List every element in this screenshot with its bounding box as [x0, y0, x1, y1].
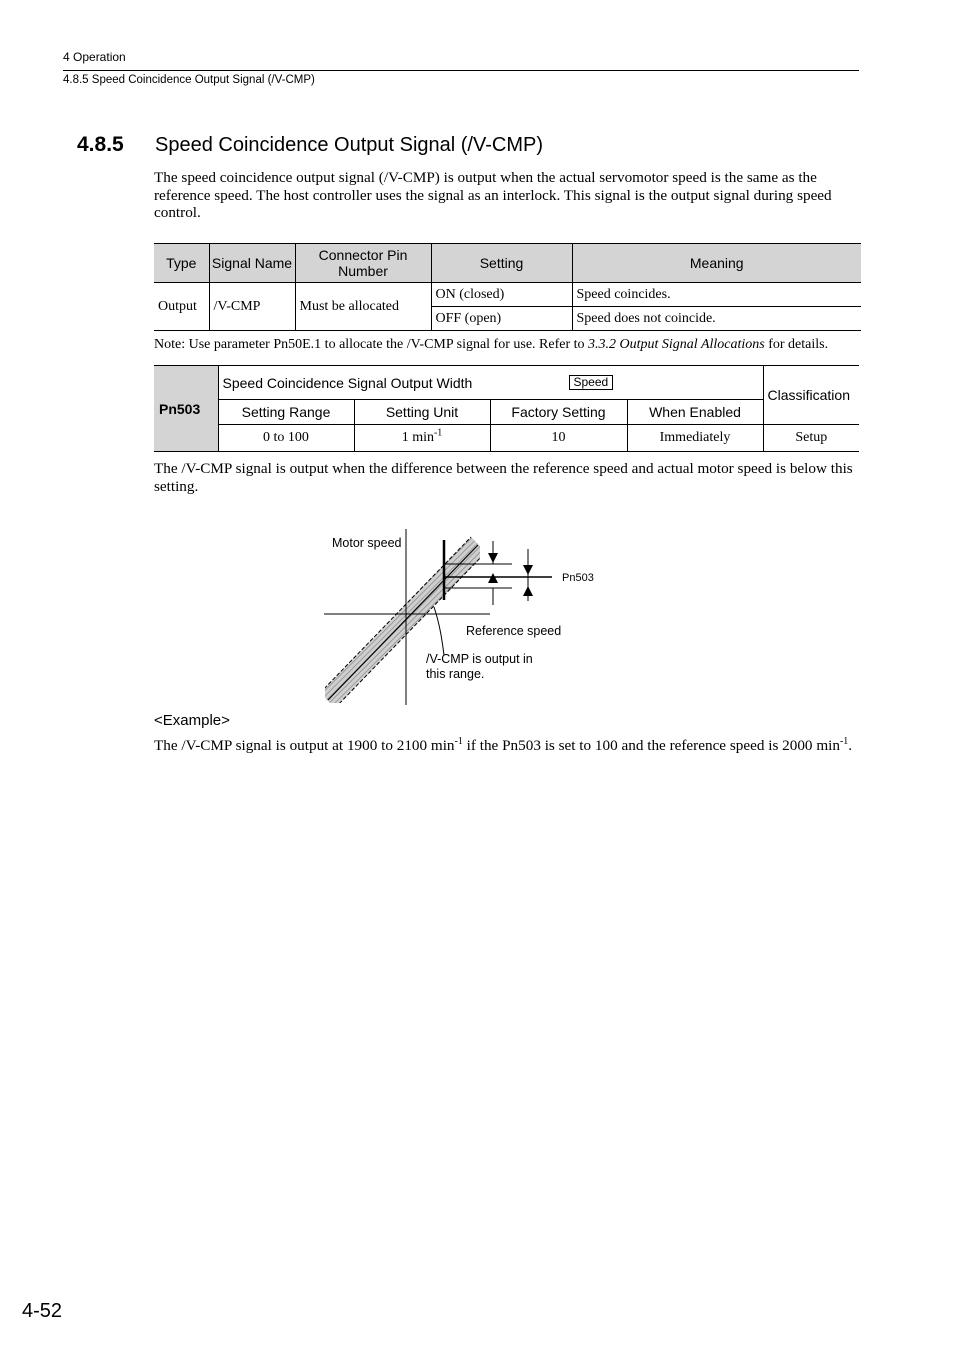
example-label: <Example>	[154, 712, 230, 729]
header-factory-setting: Factory Setting	[490, 400, 627, 425]
note-reference-link[interactable]: 3.3.2 Output Signal Allocations	[588, 337, 765, 352]
range-label-line1: /V-CMP is output in	[426, 652, 533, 666]
section-title: Speed Coincidence Output Signal (/V-CMP)	[155, 134, 543, 156]
parameter-title-cell	[218, 366, 763, 400]
signal-table	[154, 243, 861, 331]
description-paragraph: The /V-CMP signal is output when the difference between the reference speed and actual motor speed is below this setting.	[154, 460, 853, 495]
parameter-title: Speed Coincidence Signal Output Width	[222, 374, 473, 391]
table-row	[154, 283, 861, 307]
section-number: 4.8.5	[77, 133, 124, 156]
cell-type: Output	[154, 283, 209, 331]
unit-text: 1 min	[401, 430, 434, 445]
col-header-meaning: Meaning	[572, 244, 861, 283]
section-heading	[77, 133, 543, 157]
classification-header: Classification	[763, 366, 859, 425]
note-prefix: Note: Use parameter Pn50E.1 to allocate the /V-CMP signal for use. Refer to	[154, 337, 589, 352]
parameter-table	[154, 365, 859, 452]
example-exponent: -1	[454, 735, 463, 747]
note	[154, 337, 828, 353]
range-label-line2: this range.	[426, 667, 485, 681]
value-when-enabled: Immediately	[627, 425, 763, 452]
speed-coincidence-diagram	[320, 525, 620, 710]
example-paragraph	[154, 735, 859, 757]
motor-speed-label: Motor speed	[332, 536, 402, 550]
example-exponent: -1	[839, 735, 849, 747]
tolerance-band	[320, 537, 486, 708]
header-setting-range: Setting Range	[218, 400, 354, 425]
reference-speed-label: Reference speed	[466, 624, 562, 638]
header-rule	[63, 70, 859, 71]
example-text-a: The /V-CMP signal is output at 1900 to 2100 min	[154, 737, 455, 754]
parameter-number: Pn503	[154, 366, 218, 452]
page-number: 4-52	[22, 1300, 63, 1322]
speed-badge: Speed	[569, 375, 614, 390]
cell-meaning: Speed does not coincide.	[572, 307, 861, 331]
cell-meaning: Speed coincides.	[572, 283, 861, 307]
example-text-c: .	[848, 737, 853, 754]
col-header-setting: Setting	[431, 244, 572, 283]
header-section: 4.8.5 Speed Coincidence Output Signal (/V-CMP)	[63, 74, 315, 86]
arrow-up-icon	[488, 573, 498, 583]
arrow-up-icon	[523, 586, 533, 596]
col-header-connector: Connector Pin Number	[295, 244, 431, 283]
unit-exponent: -1	[433, 427, 443, 439]
header-when-enabled: When Enabled	[627, 400, 763, 425]
example-text-b: if the Pn503 is set to 100 and the reference speed is 2000 min	[462, 737, 840, 754]
header-setting-unit: Setting Unit	[354, 400, 490, 425]
value-setting-range: 0 to 100	[218, 425, 354, 452]
intro-paragraph: The speed coincidence output signal (/V-CMP) is output when the actual servomotor speed is the same as the reference speed. The host controller uses the signal as an interlock. This signal is the output signal during speed control.	[154, 169, 832, 221]
value-classification: Setup	[763, 425, 859, 452]
value-setting-unit	[354, 425, 490, 452]
cell-connector: Must be allocated	[295, 283, 431, 331]
arrow-down-icon	[523, 565, 533, 575]
value-factory-setting: 10	[490, 425, 627, 452]
cell-setting: ON (closed)	[431, 283, 572, 307]
header-chapter: 4 Operation	[63, 50, 126, 64]
col-header-signal-name: Signal Name	[209, 244, 295, 283]
cell-setting: OFF (open)	[431, 307, 572, 331]
cell-signal-name: /V-CMP	[209, 283, 295, 331]
pn503-label: Pn503	[562, 572, 594, 584]
arrow-down-icon	[488, 553, 498, 563]
col-header-type: Type	[154, 244, 209, 283]
note-suffix: for details.	[764, 337, 829, 352]
